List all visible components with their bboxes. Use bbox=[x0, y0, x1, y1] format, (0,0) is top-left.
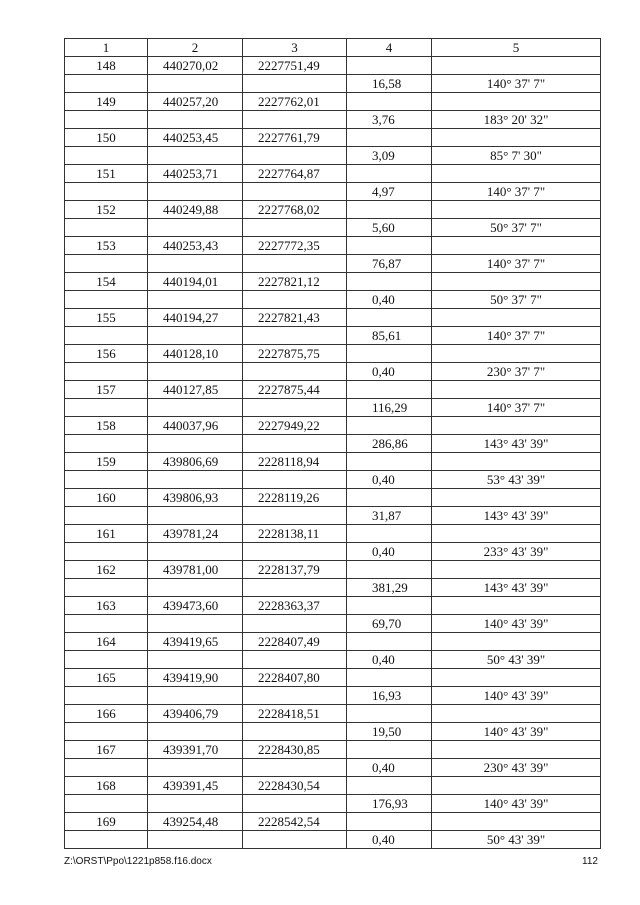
point-number-cell bbox=[65, 435, 148, 453]
x-coordinate-cell bbox=[148, 327, 243, 345]
coordinates-table-container bbox=[64, 38, 600, 849]
point-number-cell bbox=[65, 291, 148, 309]
bearing-cell bbox=[432, 237, 601, 255]
point-number-cell: 169 bbox=[65, 813, 148, 831]
y-coordinate-cell: 2228137,79 bbox=[243, 561, 347, 579]
distance-cell: 3,76 bbox=[347, 111, 432, 129]
distance-cell bbox=[347, 165, 432, 183]
y-coordinate-cell: 2228119,26 bbox=[243, 489, 347, 507]
point-number-cell bbox=[65, 723, 148, 741]
x-coordinate-cell bbox=[148, 435, 243, 453]
y-coordinate-cell: 2227821,12 bbox=[243, 273, 347, 291]
table-row bbox=[65, 237, 601, 255]
y-coordinate-cell: 2227875,75 bbox=[243, 345, 347, 363]
point-number-cell: 153 bbox=[65, 237, 148, 255]
distance-cell: 0,40 bbox=[347, 831, 432, 849]
bearing-cell: 140° 43' 39" bbox=[432, 687, 601, 705]
y-coordinate-cell bbox=[243, 615, 347, 633]
y-coordinate-cell bbox=[243, 579, 347, 597]
distance-cell: 116,29 bbox=[347, 399, 432, 417]
x-coordinate-cell bbox=[148, 759, 243, 777]
y-coordinate-cell: 2227764,87 bbox=[243, 165, 347, 183]
point-number-cell bbox=[65, 147, 148, 165]
y-coordinate-cell bbox=[243, 399, 347, 417]
bearing-cell: 143° 43' 39" bbox=[432, 507, 601, 525]
table-row bbox=[65, 57, 601, 75]
table-row bbox=[65, 777, 601, 795]
y-coordinate-cell: 2227761,79 bbox=[243, 129, 347, 147]
y-coordinate-cell bbox=[243, 363, 347, 381]
x-coordinate-cell bbox=[148, 507, 243, 525]
distance-cell bbox=[347, 705, 432, 723]
point-number-cell bbox=[65, 507, 148, 525]
bearing-cell bbox=[432, 597, 601, 615]
table-row bbox=[65, 291, 601, 309]
table-row bbox=[65, 75, 601, 93]
bearing-cell: 140° 37' 7" bbox=[432, 75, 601, 93]
table-row bbox=[65, 507, 601, 525]
distance-cell bbox=[347, 417, 432, 435]
bearing-cell bbox=[432, 93, 601, 111]
point-number-cell: 150 bbox=[65, 129, 148, 147]
point-number-cell bbox=[65, 615, 148, 633]
table-row bbox=[65, 597, 601, 615]
x-coordinate-cell bbox=[148, 615, 243, 633]
table-row bbox=[65, 651, 601, 669]
point-number-cell: 159 bbox=[65, 453, 148, 471]
y-coordinate-cell bbox=[243, 147, 347, 165]
y-coordinate-cell bbox=[243, 687, 347, 705]
point-number-cell bbox=[65, 471, 148, 489]
y-coordinate-cell: 2228418,51 bbox=[243, 705, 347, 723]
point-number-cell: 162 bbox=[65, 561, 148, 579]
table-row bbox=[65, 759, 601, 777]
table-row bbox=[65, 309, 601, 327]
x-coordinate-cell: 439781,24 bbox=[148, 525, 243, 543]
table-row bbox=[65, 255, 601, 273]
distance-cell: 0,40 bbox=[347, 291, 432, 309]
table-row bbox=[65, 381, 601, 399]
x-coordinate-cell: 440194,01 bbox=[148, 273, 243, 291]
x-coordinate-cell bbox=[148, 219, 243, 237]
distance-cell bbox=[347, 453, 432, 471]
distance-cell: 286,86 bbox=[347, 435, 432, 453]
table-row bbox=[65, 579, 601, 597]
bearing-cell bbox=[432, 309, 601, 327]
point-number-cell: 167 bbox=[65, 741, 148, 759]
distance-cell bbox=[347, 741, 432, 759]
bearing-cell: 140° 43' 39" bbox=[432, 723, 601, 741]
point-number-cell: 165 bbox=[65, 669, 148, 687]
x-coordinate-cell bbox=[148, 363, 243, 381]
y-coordinate-cell bbox=[243, 327, 347, 345]
x-coordinate-cell bbox=[148, 111, 243, 129]
y-coordinate-cell: 2228407,49 bbox=[243, 633, 347, 651]
bearing-cell bbox=[432, 777, 601, 795]
y-coordinate-cell: 2228407,80 bbox=[243, 669, 347, 687]
point-number-cell bbox=[65, 363, 148, 381]
x-coordinate-cell bbox=[148, 399, 243, 417]
distance-cell bbox=[347, 813, 432, 831]
y-coordinate-cell: 2228118,94 bbox=[243, 453, 347, 471]
x-coordinate-cell: 440037,96 bbox=[148, 417, 243, 435]
point-number-cell: 152 bbox=[65, 201, 148, 219]
column-header: 3 bbox=[243, 39, 347, 57]
table-row bbox=[65, 129, 601, 147]
table-row bbox=[65, 219, 601, 237]
y-coordinate-cell bbox=[243, 183, 347, 201]
y-coordinate-cell: 2228542,54 bbox=[243, 813, 347, 831]
y-coordinate-cell bbox=[243, 471, 347, 489]
point-number-cell bbox=[65, 183, 148, 201]
table-row bbox=[65, 471, 601, 489]
bearing-cell bbox=[432, 345, 601, 363]
table-row bbox=[65, 561, 601, 579]
point-number-cell bbox=[65, 651, 148, 669]
x-coordinate-cell: 440257,20 bbox=[148, 93, 243, 111]
distance-cell: 0,40 bbox=[347, 759, 432, 777]
table-row bbox=[65, 93, 601, 111]
y-coordinate-cell bbox=[243, 219, 347, 237]
bearing-cell bbox=[432, 381, 601, 399]
point-number-cell: 160 bbox=[65, 489, 148, 507]
point-number-cell bbox=[65, 795, 148, 813]
x-coordinate-cell: 439419,65 bbox=[148, 633, 243, 651]
x-coordinate-cell bbox=[148, 255, 243, 273]
distance-cell bbox=[347, 489, 432, 507]
y-coordinate-cell bbox=[243, 435, 347, 453]
point-number-cell bbox=[65, 75, 148, 93]
table-row bbox=[65, 417, 601, 435]
table-row bbox=[65, 669, 601, 687]
y-coordinate-cell bbox=[243, 651, 347, 669]
point-number-cell: 164 bbox=[65, 633, 148, 651]
y-coordinate-cell: 2228363,37 bbox=[243, 597, 347, 615]
bearing-cell bbox=[432, 741, 601, 759]
y-coordinate-cell bbox=[243, 75, 347, 93]
bearing-cell bbox=[432, 705, 601, 723]
point-number-cell bbox=[65, 687, 148, 705]
x-coordinate-cell: 439406,79 bbox=[148, 705, 243, 723]
bearing-cell: 230° 37' 7" bbox=[432, 363, 601, 381]
x-coordinate-cell bbox=[148, 183, 243, 201]
table-row bbox=[65, 399, 601, 417]
bearing-cell: 50° 37' 7" bbox=[432, 291, 601, 309]
point-number-cell: 156 bbox=[65, 345, 148, 363]
bearing-cell bbox=[432, 633, 601, 651]
x-coordinate-cell: 440253,71 bbox=[148, 165, 243, 183]
table-row bbox=[65, 705, 601, 723]
table-header-row bbox=[65, 39, 601, 57]
table-row bbox=[65, 327, 601, 345]
distance-cell bbox=[347, 561, 432, 579]
point-number-cell bbox=[65, 759, 148, 777]
point-number-cell: 158 bbox=[65, 417, 148, 435]
point-number-cell: 148 bbox=[65, 57, 148, 75]
x-coordinate-cell: 439473,60 bbox=[148, 597, 243, 615]
y-coordinate-cell: 2227772,35 bbox=[243, 237, 347, 255]
y-coordinate-cell bbox=[243, 723, 347, 741]
table-row bbox=[65, 543, 601, 561]
distance-cell bbox=[347, 237, 432, 255]
distance-cell: 19,50 bbox=[347, 723, 432, 741]
point-number-cell: 149 bbox=[65, 93, 148, 111]
x-coordinate-cell bbox=[148, 687, 243, 705]
bearing-cell bbox=[432, 525, 601, 543]
y-coordinate-cell: 2227875,44 bbox=[243, 381, 347, 399]
bearing-cell bbox=[432, 273, 601, 291]
bearing-cell: 140° 37' 7" bbox=[432, 183, 601, 201]
y-coordinate-cell: 2228138,11 bbox=[243, 525, 347, 543]
table-row bbox=[65, 435, 601, 453]
point-number-cell: 163 bbox=[65, 597, 148, 615]
table-row bbox=[65, 813, 601, 831]
bearing-cell: 140° 43' 39" bbox=[432, 615, 601, 633]
bearing-cell bbox=[432, 417, 601, 435]
bearing-cell bbox=[432, 813, 601, 831]
point-number-cell: 155 bbox=[65, 309, 148, 327]
x-coordinate-cell: 439391,70 bbox=[148, 741, 243, 759]
x-coordinate-cell: 439806,93 bbox=[148, 489, 243, 507]
x-coordinate-cell: 439419,90 bbox=[148, 669, 243, 687]
bearing-cell: 50° 37' 7" bbox=[432, 219, 601, 237]
table-row bbox=[65, 147, 601, 165]
x-coordinate-cell bbox=[148, 75, 243, 93]
column-header: 2 bbox=[148, 39, 243, 57]
bearing-cell bbox=[432, 453, 601, 471]
x-coordinate-cell bbox=[148, 579, 243, 597]
table-row bbox=[65, 741, 601, 759]
y-coordinate-cell bbox=[243, 255, 347, 273]
bearing-cell: 140° 37' 7" bbox=[432, 399, 601, 417]
distance-cell bbox=[347, 129, 432, 147]
x-coordinate-cell bbox=[148, 795, 243, 813]
distance-cell: 4,97 bbox=[347, 183, 432, 201]
y-coordinate-cell bbox=[243, 507, 347, 525]
x-coordinate-cell bbox=[148, 543, 243, 561]
point-number-cell bbox=[65, 255, 148, 273]
distance-cell bbox=[347, 525, 432, 543]
y-coordinate-cell: 2227768,02 bbox=[243, 201, 347, 219]
x-coordinate-cell bbox=[148, 471, 243, 489]
distance-cell bbox=[347, 57, 432, 75]
bearing-cell bbox=[432, 165, 601, 183]
x-coordinate-cell bbox=[148, 723, 243, 741]
x-coordinate-cell: 439391,45 bbox=[148, 777, 243, 795]
y-coordinate-cell bbox=[243, 759, 347, 777]
x-coordinate-cell: 439806,69 bbox=[148, 453, 243, 471]
table-row bbox=[65, 687, 601, 705]
x-coordinate-cell: 440127,85 bbox=[148, 381, 243, 399]
distance-cell: 3,09 bbox=[347, 147, 432, 165]
bearing-cell: 85° 7' 30" bbox=[432, 147, 601, 165]
distance-cell: 16,58 bbox=[347, 75, 432, 93]
bearing-cell bbox=[432, 489, 601, 507]
point-number-cell bbox=[65, 399, 148, 417]
distance-cell: 0,40 bbox=[347, 363, 432, 381]
distance-cell: 381,29 bbox=[347, 579, 432, 597]
distance-cell bbox=[347, 633, 432, 651]
table-row bbox=[65, 831, 601, 849]
bearing-cell bbox=[432, 561, 601, 579]
point-number-cell: 166 bbox=[65, 705, 148, 723]
x-coordinate-cell: 440253,45 bbox=[148, 129, 243, 147]
footer-page-number: 112 bbox=[582, 856, 598, 867]
distance-cell bbox=[347, 309, 432, 327]
bearing-cell: 143° 43' 39" bbox=[432, 435, 601, 453]
table-row bbox=[65, 111, 601, 129]
point-number-cell: 157 bbox=[65, 381, 148, 399]
bearing-cell: 143° 43' 39" bbox=[432, 579, 601, 597]
y-coordinate-cell bbox=[243, 795, 347, 813]
y-coordinate-cell bbox=[243, 291, 347, 309]
table-row bbox=[65, 273, 601, 291]
x-coordinate-cell bbox=[148, 651, 243, 669]
y-coordinate-cell: 2227949,22 bbox=[243, 417, 347, 435]
bearing-cell: 140° 37' 7" bbox=[432, 255, 601, 273]
point-number-cell: 154 bbox=[65, 273, 148, 291]
distance-cell: 31,87 bbox=[347, 507, 432, 525]
y-coordinate-cell bbox=[243, 831, 347, 849]
bearing-cell bbox=[432, 201, 601, 219]
table-row bbox=[65, 795, 601, 813]
distance-cell: 76,87 bbox=[347, 255, 432, 273]
x-coordinate-cell: 440194,27 bbox=[148, 309, 243, 327]
distance-cell bbox=[347, 669, 432, 687]
table-row bbox=[65, 489, 601, 507]
x-coordinate-cell: 440249,88 bbox=[148, 201, 243, 219]
bearing-cell bbox=[432, 57, 601, 75]
distance-cell: 0,40 bbox=[347, 471, 432, 489]
table-row bbox=[65, 165, 601, 183]
distance-cell: 16,93 bbox=[347, 687, 432, 705]
distance-cell: 176,93 bbox=[347, 795, 432, 813]
coordinates-table bbox=[64, 38, 601, 849]
table-row bbox=[65, 525, 601, 543]
table-row bbox=[65, 453, 601, 471]
distance-cell bbox=[347, 597, 432, 615]
distance-cell: 0,40 bbox=[347, 543, 432, 561]
x-coordinate-cell: 440128,10 bbox=[148, 345, 243, 363]
distance-cell: 69,70 bbox=[347, 615, 432, 633]
bearing-cell: 230° 43' 39" bbox=[432, 759, 601, 777]
bearing-cell: 140° 43' 39" bbox=[432, 795, 601, 813]
point-number-cell bbox=[65, 543, 148, 561]
table-row bbox=[65, 615, 601, 633]
point-number-cell bbox=[65, 579, 148, 597]
table-row bbox=[65, 723, 601, 741]
y-coordinate-cell bbox=[243, 543, 347, 561]
column-header: 1 bbox=[65, 39, 148, 57]
point-number-cell bbox=[65, 111, 148, 129]
bearing-cell bbox=[432, 129, 601, 147]
point-number-cell: 151 bbox=[65, 165, 148, 183]
column-header: 5 bbox=[432, 39, 601, 57]
bearing-cell: 50° 43' 39" bbox=[432, 831, 601, 849]
point-number-cell: 161 bbox=[65, 525, 148, 543]
distance-cell bbox=[347, 777, 432, 795]
x-coordinate-cell bbox=[148, 291, 243, 309]
distance-cell bbox=[347, 201, 432, 219]
table-body bbox=[65, 57, 601, 849]
distance-cell: 0,40 bbox=[347, 651, 432, 669]
table-row bbox=[65, 201, 601, 219]
table-row bbox=[65, 363, 601, 381]
x-coordinate-cell: 439781,00 bbox=[148, 561, 243, 579]
table-row bbox=[65, 183, 601, 201]
table-row bbox=[65, 345, 601, 363]
distance-cell bbox=[347, 273, 432, 291]
distance-cell bbox=[347, 345, 432, 363]
y-coordinate-cell: 2227762,01 bbox=[243, 93, 347, 111]
x-coordinate-cell bbox=[148, 831, 243, 849]
table-row bbox=[65, 633, 601, 651]
x-coordinate-cell bbox=[148, 147, 243, 165]
distance-cell bbox=[347, 93, 432, 111]
column-header: 4 bbox=[347, 39, 432, 57]
distance-cell bbox=[347, 381, 432, 399]
footer-file-path: Z:\ORST\Ppo\1221p858.f16.docx bbox=[64, 856, 212, 867]
y-coordinate-cell: 2228430,85 bbox=[243, 741, 347, 759]
y-coordinate-cell: 2227751,49 bbox=[243, 57, 347, 75]
y-coordinate-cell bbox=[243, 111, 347, 129]
point-number-cell bbox=[65, 327, 148, 345]
distance-cell: 5,60 bbox=[347, 219, 432, 237]
bearing-cell: 233° 43' 39" bbox=[432, 543, 601, 561]
bearing-cell: 50° 43' 39" bbox=[432, 651, 601, 669]
point-number-cell: 168 bbox=[65, 777, 148, 795]
point-number-cell bbox=[65, 219, 148, 237]
distance-cell: 85,61 bbox=[347, 327, 432, 345]
y-coordinate-cell: 2228430,54 bbox=[243, 777, 347, 795]
bearing-cell bbox=[432, 669, 601, 687]
bearing-cell: 140° 37' 7" bbox=[432, 327, 601, 345]
bearing-cell: 183° 20' 32" bbox=[432, 111, 601, 129]
y-coordinate-cell: 2227821,43 bbox=[243, 309, 347, 327]
bearing-cell: 53° 43' 39" bbox=[432, 471, 601, 489]
x-coordinate-cell: 440270,02 bbox=[148, 57, 243, 75]
x-coordinate-cell: 439254,48 bbox=[148, 813, 243, 831]
x-coordinate-cell: 440253,43 bbox=[148, 237, 243, 255]
point-number-cell bbox=[65, 831, 148, 849]
